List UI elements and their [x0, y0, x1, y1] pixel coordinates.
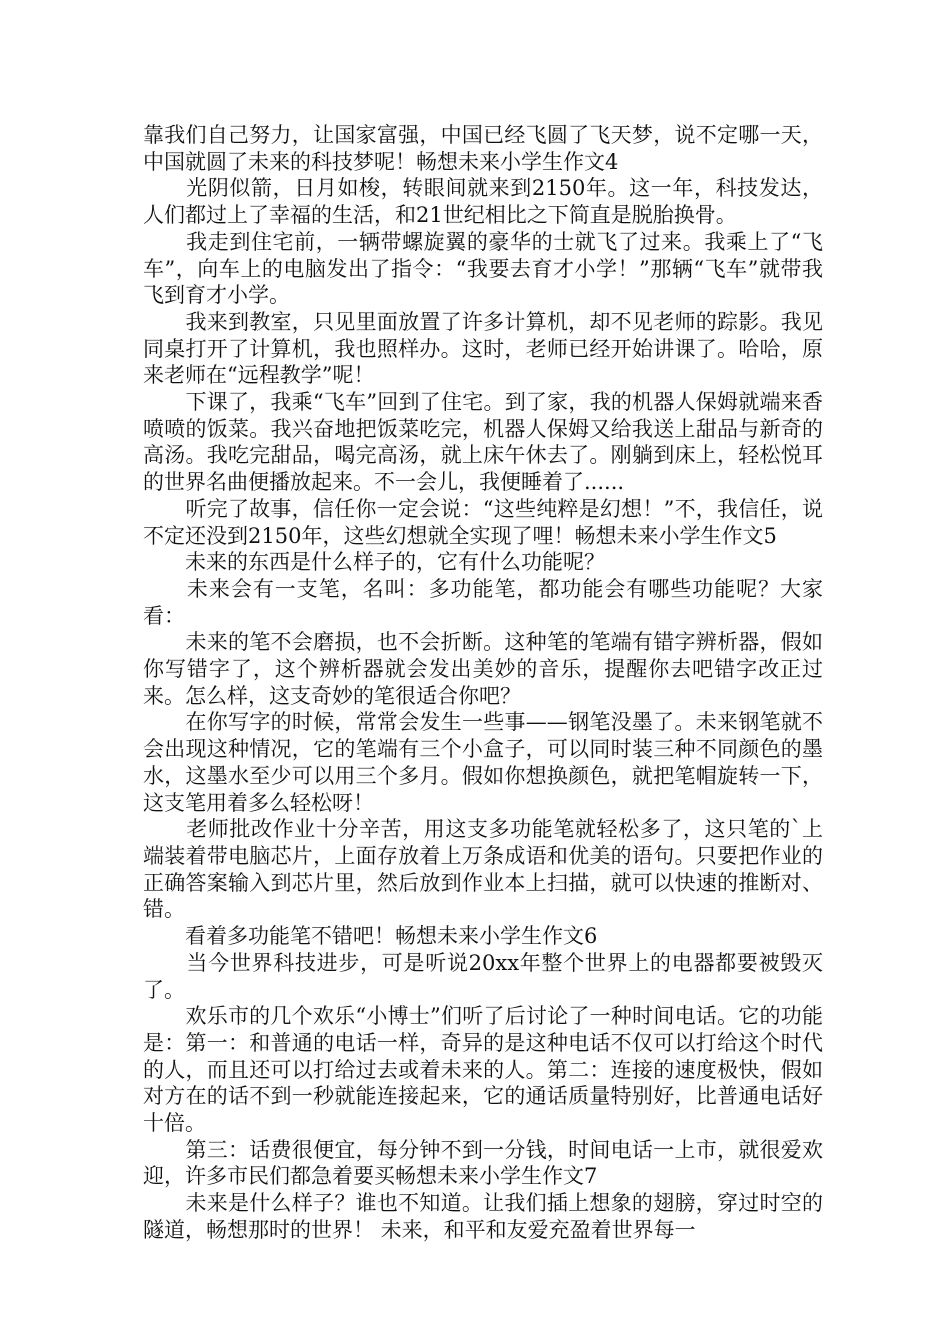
paragraph-1: 靠我们自己努力，让国家富强，中国已经飞圆了飞天梦，说不定哪一天，中国就圆了未来的科技梦呢！畅想未来小学生作文4 — [143, 123, 823, 174]
paragraph-9: 未来的笔不会磨损，也不会折断。这种笔的笔端有错字辨析器，假如你写错字了，这个辨析器就会发出美妙的音乐，提醒你去吧错字改正过来。怎么样，这支奇妙的笔很适合你吧？ — [143, 630, 823, 708]
paragraph-12: 看着多功能笔不错吧！畅想未来小学生作文6 — [143, 924, 598, 949]
paragraph-13: 当今世界科技进步，可是听说20xx年整个世界上的电器都要被毁灭了。 — [143, 950, 823, 1002]
paragraph-16: 未来是什么样子？谁也不知道。让我们插上想象的翅膀，穿过时空的隧道，畅想那时的世界！ 未来，和平和友爱充盈着世界每一 — [143, 1191, 823, 1242]
paragraph-14: 欢乐市的几个欢乐“小博士”们听了后讨论了一种时间电话。它的功能是：第一：和普通的电话一样，奇异的是这种电话不仅可以打给这个时代的人，而且还可以打给过去或着未来的人。第二：连接的速度极快，假如对方在的话不到一秒就能连接起来，它的通话质量特别好，比普通电话好十倍。 — [143, 1004, 823, 1136]
document-body — [143, 122, 823, 1244]
paragraph-7: 未来的东西是什么样子的，它有什么功能呢？ — [143, 550, 605, 575]
paragraph-8: 未来会有一支笔，名叫：多功能笔，都功能会有哪些功能呢？大家看： — [143, 576, 823, 628]
paragraph-11: 老师批改作业十分辛苦，用这支多功能笔就轻松多了，这只笔的`上端装着带电脑芯片，上面存放着上万条成语和优美的语句。只要把作业的正确答案输入到芯片里，然后放到作业本上扫描，就可以快速的推断对、错。 — [143, 817, 823, 922]
paragraph-2: 光阴似箭，日月如梭，转眼间就来到2150年。这一年，科技发达，人们都过上了幸福的生活，和21世纪相比之下简直是脱胎换骨。 — [143, 176, 823, 228]
paragraph-6: 听完了故事，信任你一定会说：“这些纯粹是幻想！”不，我信任，说不定还没到2150年，这些幻想就全实现了哩！畅想未来小学生作文5 — [143, 496, 823, 548]
paragraph-5: 下课了，我乘“飞车”回到了住宅。到了家，我的机器人保姆就端来香喷喷的饭菜。我兴奋地把饭菜吃完，机器人保姆又给我送上甜品与新奇的高汤。我吃完甜品，喝完高汤，就上床午休去了。刚躺到床上，轻松悦耳的世界名曲便播放起来。不一会儿，我便睡着了...... — [143, 390, 823, 495]
paragraph-4: 我来到教室，只见里面放置了许多计算机，却不见老师的踪影。我见同桌打开了计算机，我也照样办。这时，老师已经开始讲课了。哈哈，原来老师在“远程教学”呢！ — [143, 309, 823, 388]
paragraph-10: 在你写字的时候，常常会发生一些事——钢笔没墨了。未来钢笔就不会出现这种情况，它的笔端有三个小盒子，可以同时装三种不同颜色的墨水，这墨水至少可以用三个多月。假如你想换颜色，就把笔帽旋转一下，这支笔用着多么轻松呀！ — [143, 710, 823, 815]
paragraph-15: 第三：话费很便宜，每分钟不到一分钱，时间电话一上市，就很爱欢迎，许多市民们都急着要买畅想未来小学生作文7 — [143, 1137, 823, 1189]
paragraph-3: 我走到住宅前，一辆带螺旋翼的豪华的士就飞了过来。我乘上了“飞车”，向车上的电脑发出了指令：“我要去育才小学！”那辆“飞车”就带我飞到育才小学。 — [143, 229, 823, 308]
